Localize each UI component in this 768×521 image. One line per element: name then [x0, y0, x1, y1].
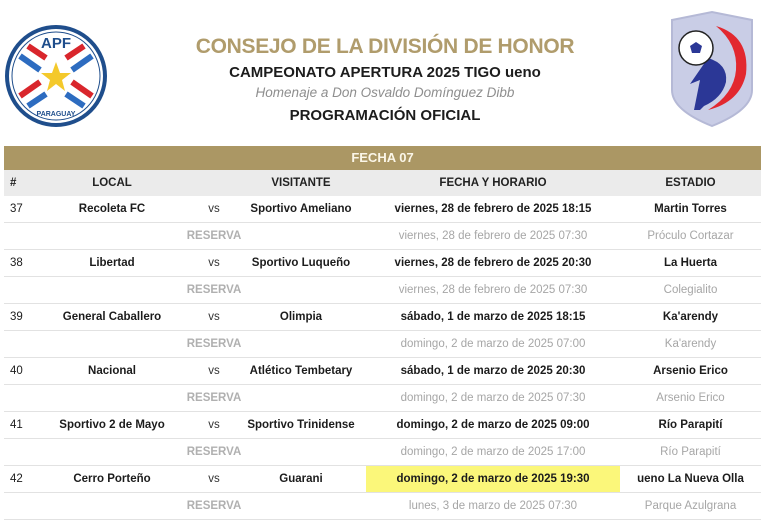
visiting-team: Sportivo Luqueño [251, 257, 351, 269]
match-row [4, 466, 761, 493]
championship-title: CAMPEONATO APERTURA 2025 TIGO ueno [229, 64, 541, 81]
round-header: FECHA 07 [4, 146, 761, 170]
reserve-datetime: viernes, 28 de febrero de 2025 07:30 [398, 284, 588, 296]
match-number: 37 [10, 203, 23, 215]
match-datetime-highlighted: domingo, 2 de marzo de 2025 19:30 [366, 466, 620, 492]
stadium: Arsenio Erico [653, 365, 728, 377]
reserve-stadium: Próculo Cortazar [647, 230, 734, 242]
col-number: # [10, 177, 17, 189]
stadium: ueno La Nueva Olla [637, 473, 744, 485]
reserve-stadium: Río Parapití [660, 446, 721, 458]
match-row [4, 196, 761, 223]
program-title: PROGRAMACIÓN OFICIAL [289, 107, 481, 124]
match-number: 41 [10, 419, 23, 431]
reserve-stadium: Arsenio Erico [656, 392, 725, 404]
apf-paraguay-crest-icon [4, 24, 108, 128]
match-row [4, 358, 761, 385]
match-row [4, 250, 761, 277]
match-row [4, 304, 761, 331]
vs-label: vs [208, 257, 220, 269]
reserve-stadium: Colegialito [663, 284, 718, 296]
reserve-row [4, 223, 761, 250]
visiting-team: Sportivo Trinidense [247, 419, 355, 431]
reserve-datetime: domingo, 2 de marzo de 2025 17:00 [400, 446, 586, 458]
division-logo [664, 10, 760, 128]
match-datetime: viernes, 28 de febrero de 2025 20:30 [394, 257, 592, 269]
schedule-table [4, 146, 761, 520]
reserve-row [4, 277, 761, 304]
vs-label: vs [208, 203, 220, 215]
reserve-label: RESERVA [186, 284, 242, 296]
reserve-label: RESERVA [186, 338, 242, 350]
stadium: Río Parapití [658, 419, 723, 431]
vs-label: vs [208, 419, 220, 431]
match-datetime: sábado, 1 de marzo de 2025 20:30 [400, 365, 586, 377]
local-team: Libertad [89, 257, 135, 269]
reserve-row [4, 493, 761, 520]
local-team: Recoleta FC [78, 203, 146, 215]
reserve-datetime: viernes, 28 de febrero de 2025 07:30 [398, 230, 588, 242]
reserve-stadium: Ka'arendy [664, 338, 717, 350]
column-headers [4, 170, 761, 196]
svg-text:PARAGUAY: PARAGUAY [36, 111, 76, 118]
apf-logo [4, 24, 108, 128]
svg-text:APF: APF [41, 35, 71, 52]
col-fecha-horario: FECHA Y HORARIO [439, 177, 547, 189]
visiting-team: Guarani [279, 473, 323, 485]
reserve-row [4, 385, 761, 412]
vs-label: vs [208, 311, 220, 323]
match-datetime: viernes, 28 de febrero de 2025 18:15 [394, 203, 592, 215]
match-number: 40 [10, 365, 23, 377]
col-local: LOCAL [92, 177, 132, 189]
page-header [170, 34, 600, 127]
vs-label: vs [208, 365, 220, 377]
stadium: La Huerta [663, 257, 718, 269]
match-number: 39 [10, 311, 23, 323]
local-team: Nacional [88, 365, 136, 377]
reserve-datetime: lunes, 3 de marzo de 2025 07:30 [408, 500, 578, 512]
stadium: Ka'arendy [662, 311, 719, 323]
match-datetime: domingo, 2 de marzo de 2025 09:00 [396, 419, 590, 431]
visiting-team: Sportivo Ameliano [250, 203, 352, 215]
reserve-row [4, 331, 761, 358]
match-row [4, 412, 761, 439]
page-title: CONSEJO DE LA DIVISIÓN DE HONOR [195, 35, 575, 58]
col-estadio: ESTADIO [665, 177, 716, 189]
stadium: Martin Torres [654, 203, 727, 215]
reserve-row [4, 439, 761, 466]
visiting-team: Atlético Tembetary [249, 365, 353, 377]
match-number: 42 [10, 473, 23, 485]
reserve-label: RESERVA [186, 230, 242, 242]
tribute-text: Homenaje a Don Osvaldo Domínguez Dibb [255, 85, 515, 100]
local-team: Cerro Porteño [73, 473, 151, 485]
reserve-datetime: domingo, 2 de marzo de 2025 07:00 [400, 338, 586, 350]
match-number: 38 [10, 257, 23, 269]
local-team: Sportivo 2 de Mayo [59, 419, 165, 431]
division-de-honor-shield-icon [664, 10, 760, 128]
vs-label: vs [208, 473, 220, 485]
reserve-datetime: domingo, 2 de marzo de 2025 07:30 [400, 392, 586, 404]
local-team: General Caballero [62, 311, 162, 323]
reserve-label: RESERVA [186, 392, 242, 404]
reserve-label: RESERVA [186, 446, 242, 458]
col-visitante: VISITANTE [271, 177, 331, 189]
visiting-team: Olimpia [279, 311, 323, 323]
reserve-stadium: Parque Azulgrana [644, 500, 737, 512]
reserve-label: RESERVA [186, 500, 242, 512]
match-datetime: sábado, 1 de marzo de 2025 18:15 [400, 311, 586, 323]
